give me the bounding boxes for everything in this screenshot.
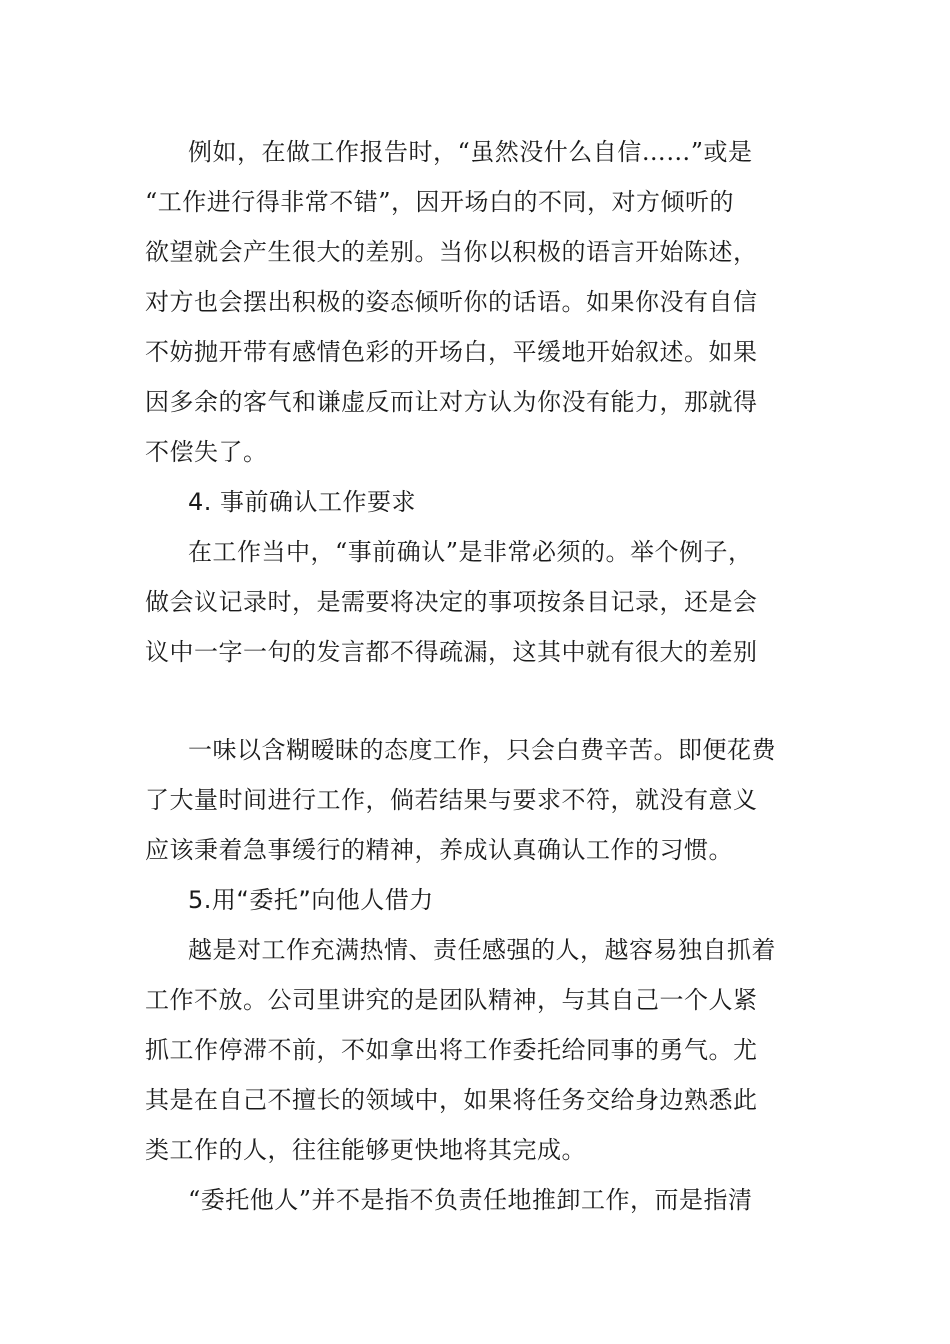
paragraph-1-line-5: 不妨抛开带有感情色彩的开场白，平缓地开始叙述。如果 <box>145 338 758 366</box>
paragraph-1-line-6: 因多余的客气和谦虚反而让对方认为你没有能力，那就得 <box>145 388 758 416</box>
paragraph-1-line-4: 对方也会摆出积极的姿态倾听你的话语。如果你没有自信 <box>145 288 758 316</box>
paragraph-4-line-4: 其是在自己不擅长的领域中，如果将任务交给身边熟悉此 <box>145 1086 758 1114</box>
paragraph-1-line-1: 例如，在做工作报告时，“虽然没什么自信……”或是 <box>188 138 753 166</box>
paragraph-1-line-2: “工作进行得非常不错”，因开场白的不同，对方倾听的 <box>145 188 735 216</box>
paragraph-3-line-3: 应该秉着急事缓行的精神，养成认真确认工作的习惯。 <box>145 836 733 864</box>
section-heading-5: 5.用“委托”向他人借力 <box>188 886 434 914</box>
paragraph-5-line-1: “委托他人”并不是指不负责任地推卸工作，而是指清 <box>188 1186 753 1214</box>
paragraph-4-line-5: 类工作的人，往往能够更快地将其完成。 <box>145 1136 586 1164</box>
paragraph-1-line-3: 欲望就会产生很大的差别。当你以积极的语言开始陈述， <box>145 238 758 266</box>
paragraph-4-line-3: 抓工作停滞不前，不如拿出将工作委托给同事的勇气。尤 <box>145 1036 758 1064</box>
paragraph-2-line-1: 在工作当中，“事前确认”是非常必须的。举个例子， <box>188 538 753 566</box>
paragraph-2-line-3: 议中一字一句的发言都不得疏漏，这其中就有很大的差别 <box>145 638 758 666</box>
paragraph-2-line-2: 做会议记录时，是需要将决定的事项按条目记录，还是会 <box>145 588 758 616</box>
section-heading-4: 4. 事前确认工作要求 <box>188 488 417 516</box>
paragraph-1-line-7: 不偿失了。 <box>145 438 268 466</box>
paragraph-4-line-2: 工作不放。公司里讲究的是团队精神，与其自己一个人紧 <box>145 986 758 1014</box>
paragraph-3-line-1: 一味以含糊暧昧的态度工作，只会白费辛苦。即便花费 <box>188 736 776 764</box>
paragraph-3-line-2: 了大量时间进行工作，倘若结果与要求不符，就没有意义 <box>145 786 758 814</box>
paragraph-4-line-1: 越是对工作充满热情、责任感强的人，越容易独自抓着 <box>188 936 776 964</box>
